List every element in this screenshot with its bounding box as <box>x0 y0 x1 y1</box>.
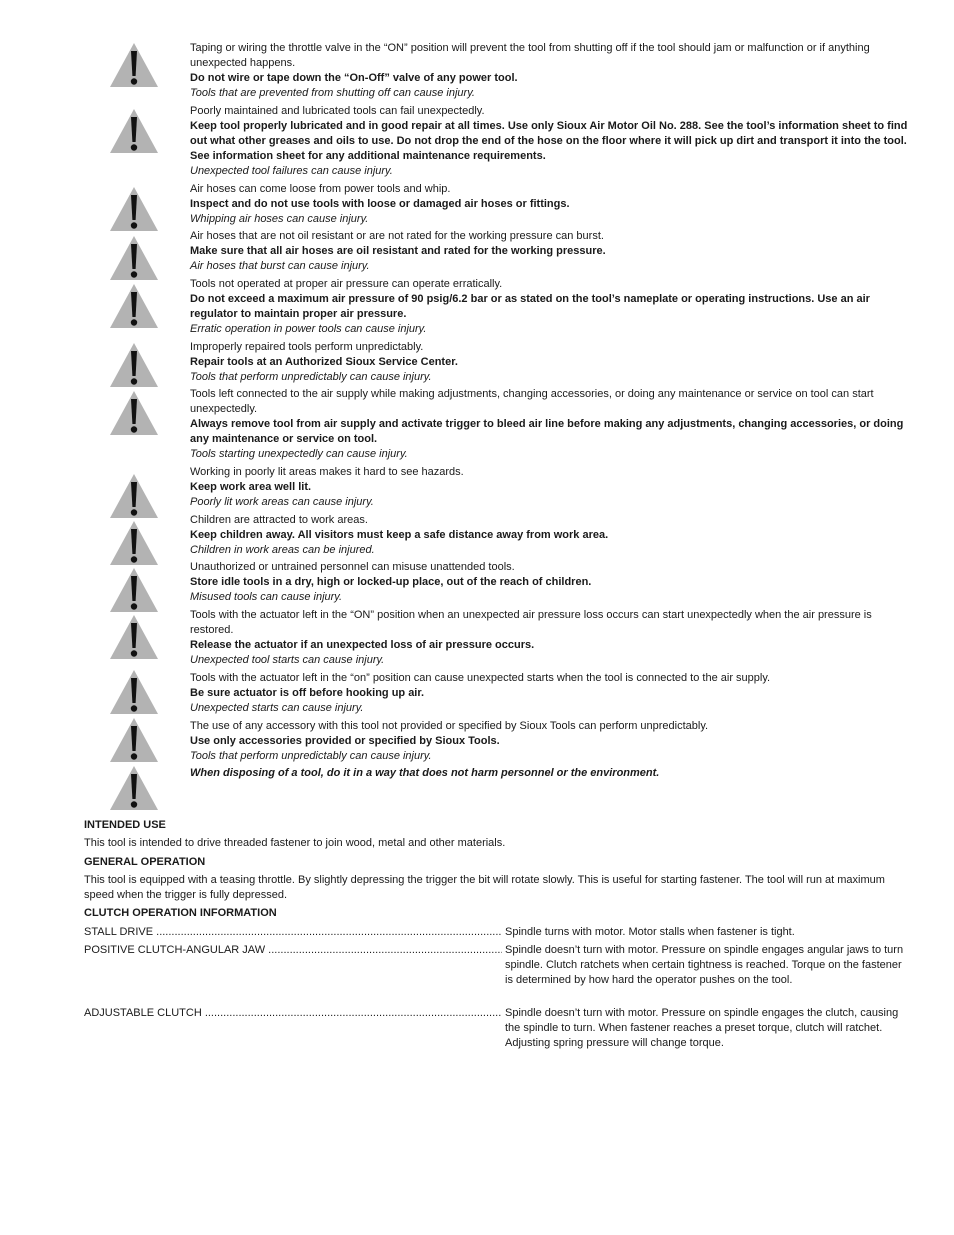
warning-block-final <box>190 766 912 781</box>
warning-cause: Air hoses can come loose from power tools and whip. <box>190 183 451 195</box>
warning-result: Misused tools can cause injury. <box>190 591 343 603</box>
warning-triangle-icon <box>109 186 159 232</box>
warning-block <box>190 719 912 764</box>
intended-use-text: This tool is intended to drive threaded fastener to join wood, metal and other materials. <box>84 837 506 849</box>
warning-cause: Tools with the actuator left in the “on” position can cause unexpected starts when the tool is connected to the air supply. <box>190 672 771 684</box>
warning-cause: Tools not operated at proper air pressure can operate erratically. <box>190 278 503 290</box>
warning-block <box>190 465 912 510</box>
general-operation-section <box>84 855 910 903</box>
clutch-description: Spindle turns with motor. Motor stalls when fastener is tight. <box>505 926 795 938</box>
warning-action: Use only accessories provided or specified by Sioux Tools. <box>190 735 500 747</box>
warning-triangle-icon <box>109 765 159 811</box>
warning-result: Erratic operation in power tools can cause injury. <box>190 323 427 335</box>
warning-action: Keep children away. All visitors must keep a safe distance away from work area. <box>190 529 609 541</box>
clutch-label: ADJUSTABLE CLUTCH ..... <box>84 1006 502 1021</box>
warning-action: Release the actuator if an unexpected loss of air pressure occurs. <box>190 639 535 651</box>
warning-triangle-icon <box>109 520 159 566</box>
warning-block <box>190 671 912 716</box>
warning-action: Keep tool properly lubricated and in good repair at all times. Use only Sioux Air Motor Oil No. 288. See the tool’s information sheet to find out what other greases and oils to use. Do not drop the end of the hose on the floor where it will pick up dirt and transport it into the tool. See information sheet for any additional maintenance requirements. <box>190 120 908 162</box>
warning-triangle-icon <box>109 567 159 613</box>
warning-triangle-icon <box>109 283 159 329</box>
warning-result: Poorly lit work areas can cause injury. <box>190 496 374 508</box>
warning-cause: Taping or wiring the throttle valve in the “ON” position will prevent the tool from shutting off if the tool should jam or malfunction or if anything unexpected happens. <box>190 42 870 69</box>
warning-result: Tools starting unexpectedly can cause injury. <box>190 448 408 460</box>
clutch-description: Spindle doesn’t turn with motor. Pressure on spindle engages angular jaws to turn spindle. Clutch ratchets when certain tightness is reached. Torque on the fastener is determined by how hard the operator pushes on the tool. <box>505 944 904 986</box>
warning-cause: The use of any accessory with this tool not provided or specified by Sioux Tools can perform unpredictably. <box>190 720 709 732</box>
clutch-heading: CLUTCH OPERATION INFORMATION <box>84 907 277 919</box>
warning-cause: Air hoses that are not oil resistant or are not rated for the working pressure can burst. <box>190 230 604 242</box>
warning-action: Do not exceed a maximum air pressure of 90 psig/6.2 bar or as stated on the tool’s nameplate or operating instructions. Use an air regulator to maintain proper air pressure. <box>190 293 870 320</box>
warning-action: Make sure that all air hoses are oil resistant and rated for the working pressure. <box>190 245 606 257</box>
warning-result: Unexpected starts can cause injury. <box>190 702 364 714</box>
warning-result: Air hoses that burst can cause injury. <box>190 260 370 272</box>
warning-cause: Children are attracted to work areas. <box>190 514 368 526</box>
warning-triangle-icon <box>109 717 159 763</box>
warning-result: Tools that perform unpredictably can cause injury. <box>190 371 432 383</box>
general-operation-text: This tool is equipped with a teasing throttle. By slightly depressing the trigger the bit will rotate slowly. This is useful for starting fastener. The tool will run at maximum speed when the trigger is fully depressed. <box>84 874 885 901</box>
warning-block <box>190 513 912 558</box>
warning-result: Unexpected tool failures can cause injury. <box>190 165 393 177</box>
warning-block <box>190 387 912 462</box>
warning-block <box>190 182 912 227</box>
warning-final: When disposing of a tool, do it in a way that does not harm personnel or the environment. <box>190 767 660 779</box>
warning-block <box>190 229 912 274</box>
warning-result: Whipping air hoses can cause injury. <box>190 213 369 225</box>
warning-block <box>190 104 912 179</box>
warning-result: Unexpected tool starts can cause injury. <box>190 654 385 666</box>
warning-action: Be sure actuator is off before hooking up air. <box>190 687 425 699</box>
warning-triangle-icon <box>109 108 159 154</box>
warning-cause: Poorly maintained and lubricated tools can fail unexpectedly. <box>190 105 485 117</box>
warning-cause: Tools with the actuator left in the “ON” position when an unexpected air pressure loss occurs can start unexpectedly when the air pressure is restored. <box>190 609 872 636</box>
warning-triangle-icon <box>109 473 159 519</box>
clutch-description: Spindle doesn’t turn with motor. Pressure on spindle engages the clutch, causing the spindle to turn. When fastener reaches a preset torque, clutch will ratchet. Adjusting spring pressure will change torque. <box>505 1007 899 1049</box>
warning-cause: Improperly repaired tools perform unpredictably. <box>190 341 424 353</box>
warning-triangle-icon <box>109 42 159 88</box>
warning-cause: Tools left connected to the air supply while making adjustments, changing accessories, or doing any maintenance or service on tool can start unexpectedly. <box>190 388 874 415</box>
warning-triangle-icon <box>109 390 159 436</box>
clutch-section <box>84 906 910 921</box>
warning-result: Tools that are prevented from shutting off can cause injury. <box>190 87 475 99</box>
warning-block <box>190 277 912 337</box>
warning-result: Children in work areas can be injured. <box>190 544 375 556</box>
general-operation-heading: GENERAL OPERATION <box>84 856 206 868</box>
intended-use-section <box>84 818 910 851</box>
intended-use-heading: INTENDED USE <box>84 819 166 831</box>
warning-action: Always remove tool from air supply and activate trigger to bleed air line before making any adjustments, changing accessories, or doing any maintenance or service on tool. <box>190 418 904 445</box>
warning-action: Repair tools at an Authorized Sioux Service Center. <box>190 356 458 368</box>
warning-cause: Working in poorly lit areas makes it hard to see hazards. <box>190 466 464 478</box>
warning-block <box>190 41 912 101</box>
warning-triangle-icon <box>109 614 159 660</box>
warning-block <box>190 608 912 668</box>
warning-action: Inspect and do not use tools with loose or damaged air hoses or fittings. <box>190 198 570 210</box>
warning-triangle-icon <box>109 342 159 388</box>
warning-block <box>190 560 912 605</box>
warning-action: Keep work area well lit. <box>190 481 312 493</box>
warning-block <box>190 340 912 385</box>
warning-action: Store idle tools in a dry, high or locked-up place, out of the reach of children. <box>190 576 592 588</box>
warning-triangle-icon <box>109 235 159 281</box>
clutch-label: STALL DRIVE ..... <box>84 925 502 940</box>
warning-result: Tools that perform unpredictably can cause injury. <box>190 750 432 762</box>
clutch-label: POSITIVE CLUTCH-ANGULAR JAW ..... <box>84 943 502 958</box>
warning-cause: Unauthorized or untrained personnel can misuse unattended tools. <box>190 561 515 573</box>
warning-triangle-icon <box>109 669 159 715</box>
warning-action: Do not wire or tape down the “On-Off” valve of any power tool. <box>190 72 518 84</box>
